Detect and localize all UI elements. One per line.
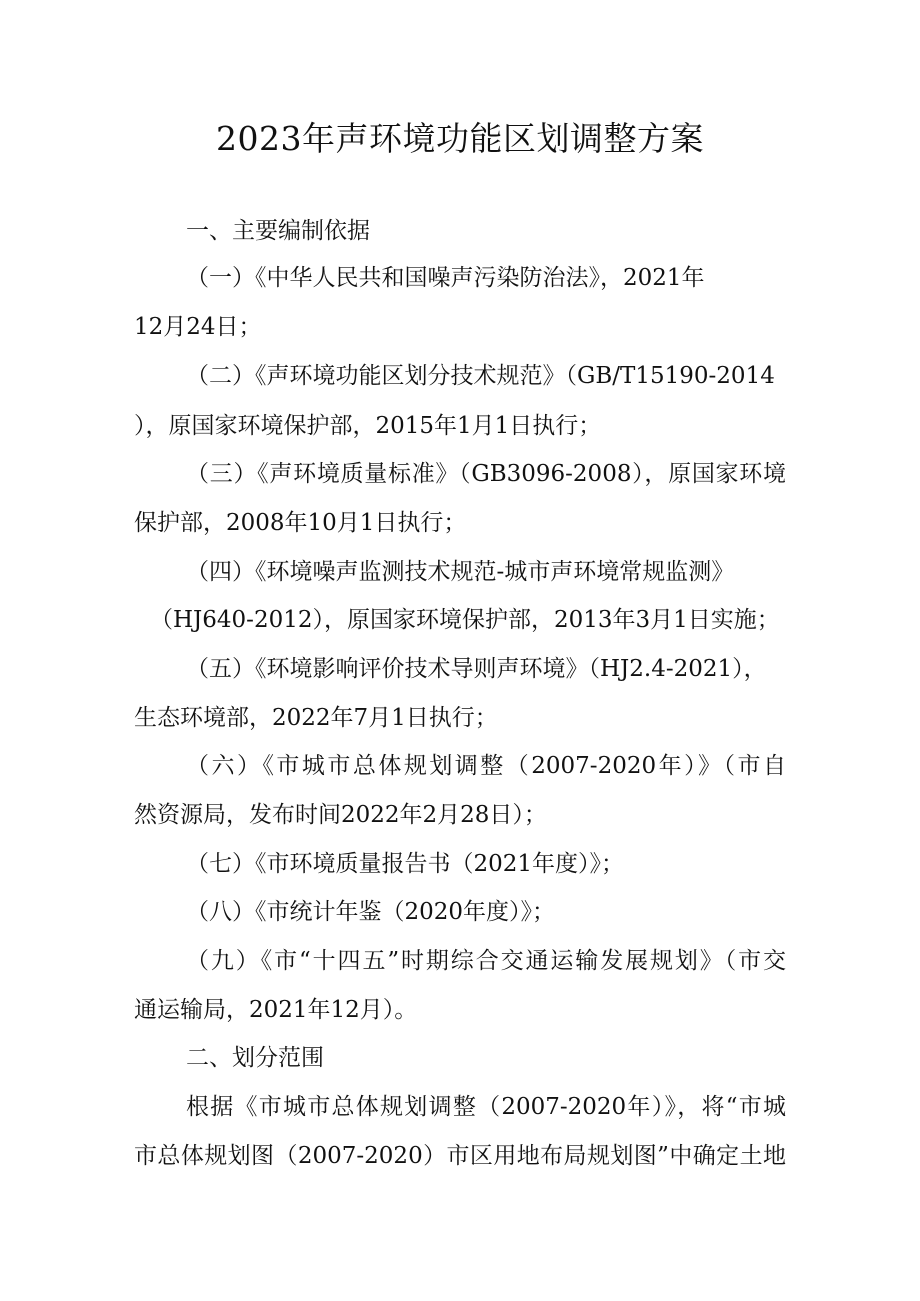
paragraph-line: 生态环境部，2022年7月1日执行； bbox=[134, 705, 498, 731]
paragraph-line: 保护部，2008年10月1日执行； bbox=[134, 510, 467, 536]
paragraph-line: （五）《环境影响评价技术导则声环境》（HJ2.4-2021）， bbox=[186, 656, 767, 682]
paragraph-line: （九）《市“十四五”时期综合交通运输发展规划》（市交 bbox=[186, 948, 786, 974]
section-heading-basis: 一、主要编制依据 bbox=[186, 218, 370, 244]
paragraph-line: （三）《声环境质量标准》（GB3096-2008），原国家环境 bbox=[186, 461, 786, 487]
paragraph-line: （HJ640-2012），原国家环境保护部，2013年3月1日实施； bbox=[150, 607, 780, 633]
paragraph-line: （二）《声环境功能区划分技术规范》（GB/T15190-2014 bbox=[186, 363, 775, 389]
paragraph-line: 12月24日； bbox=[134, 314, 262, 340]
paragraph-line: （六）《市城市总体规划调整（2007-2020年）》（市自 bbox=[186, 753, 786, 779]
document-title: 2023年声环境功能区划调整方案 bbox=[216, 119, 704, 158]
paragraph-line: （七）《市环境质量报告书（2021年度）》； bbox=[186, 851, 625, 877]
paragraph-line: （一）《中华人民共和国噪声污染防治法》，2021年 bbox=[186, 265, 705, 291]
paragraph-line: （四）《环境噪声监测技术规范-城市声环境常规监测》 bbox=[186, 559, 735, 585]
paragraph-line: 根据《市城市总体规划调整（2007-2020年）》，将“市城 bbox=[186, 1094, 786, 1120]
paragraph-line: 市总体规划图（2007-2020）市区用地布局规划图”中确定土地 bbox=[134, 1143, 786, 1169]
paragraph-line: 通运输局，2021年12月）。 bbox=[134, 997, 418, 1023]
paragraph-line: 然资源局，发布时间2022年2月28日）； bbox=[134, 802, 547, 828]
paragraph-line: ），原国家环境保护部，2015年1月1日执行； bbox=[134, 413, 602, 439]
section-heading-scope: 二、划分范围 bbox=[186, 1045, 324, 1071]
paragraph-line: （八）《市统计年鉴（2020年度）》； bbox=[186, 899, 556, 925]
